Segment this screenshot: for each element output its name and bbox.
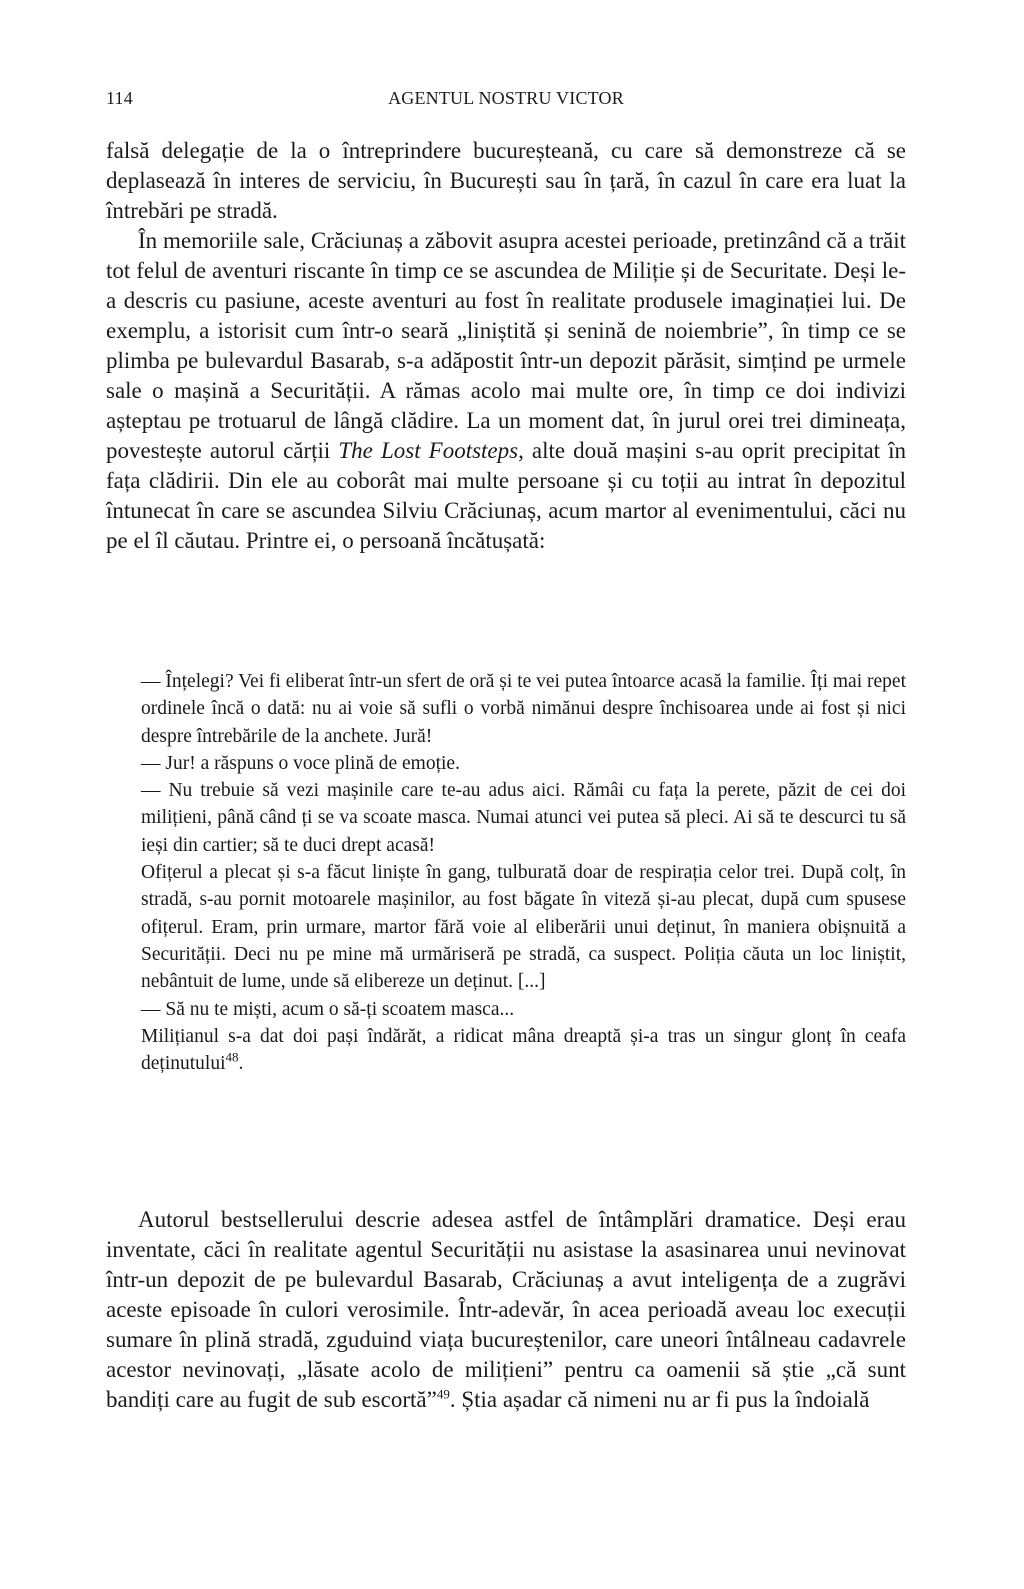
running-header	[106, 88, 906, 112]
paragraph-bestseller-text: Autorul bestsellerului descrie adesea astfel de întâmplări dramatice. Deși erau inventate, căci în realitate agentul Securității nu asistase la asasinarea unui nevinovat într-un depozit de pe bulevardul Basarab, Crăciunaș a avut inteligența de a zugrăvi aceste episoade în culori verosimile. Într-adevăr, în acea perioadă aveau loc execuții sumare în plină stradă, zguduind viața bucureștenilor, care uneori întâlneau cadavrele acestor nevinovați, „lăsate acolo de milițieni” pentru ca oamenii să știe „că sunt bandiți care au fugit de sub escortă”	[106, 1207, 906, 1412]
paragraph-memoirs-text: În memoriile sale, Crăciunaș a zăbovit asupra acestei perioade, pretinzând că a trăit tot felul de aventuri riscante în timp ce se ascundea de Miliție și de Securitate. Deși le-a descris cu pasiune, aceste aventuri au fost în realitate produsele imaginației lui. De exemplu, a istorisit cum într-o seară „liniștită și senină de noiembrie”, în timp ce se plimba pe bulevardul Basarab, s-a adăpostit într-un depozit părăsit, simțind pe urmele sale o mașină a Securității. A rămas acolo mai multe ore, în timp ce doi indivizi așteptau pe trotuarul de lângă clădire. La un moment dat, în jurul orei trei dimineața, povestește autorul cărții	[106, 228, 906, 463]
quote-line: — Nu trebuie să vezi mașinile care te-au adus aici. Rămâi cu fața la perete, păzit de cei doi milițieni, până când ți se va scoate masca. Numai atunci vei putea să pleci. Ai să te descurci tu să ieși din cartier; să te duci drept acasă!	[141, 780, 906, 856]
footnote-ref-49[interactable]: 49	[436, 1386, 450, 1402]
block-quote	[141, 668, 906, 1077]
quote-last-period: .	[238, 1053, 244, 1075]
paragraph-memoirs	[106, 226, 906, 556]
quote-last-line	[141, 1023, 906, 1078]
paragraph-bestseller	[106, 1205, 906, 1415]
footnote-ref-48[interactable]: 48	[225, 1049, 239, 1065]
book-title-italic: The Lost Footsteps	[338, 438, 519, 463]
quote-line: Ofițerul a plecat și s-a făcut liniște în gang, tulburată doar de respirația celor trei. După colț, în stradă, s-au pornit motoarele mașinilor, au fost băgate în viteză și-au plecat, după cum spusese ofițerul. Eram, prin urmare, martor fără voie al eliberării unui deținut, în maniera obișnuită a Securității. Deci nu pe mine mă urmăriseră pe stradă, ca suspect. Poliția căuta un loc liniștit, nebântuit de lume, unde să elibereze un deținut. [...]	[141, 862, 906, 993]
quote-line: — Înțelegi? Vei fi eliberat într-un sfert de oră și te vei putea întoarce acasă la familie. Îți mai repet ordinele încă o dată: nu ai voie să sufli o vorbă nimănui despre închisoarea unde ai fost și nici despre întrebările de la anchete. Jură!	[141, 671, 906, 747]
closing-text-block	[106, 1205, 906, 1415]
paragraph-continued: falsă delegație de la o întreprindere bucureșteană, cu care să demonstreze că se deplasează în interes de serviciu, în București sau în țară, în cazul în care era luat la întrebări pe stradă.	[106, 138, 906, 223]
quote-line: — Jur! a răspuns o voce plină de emoție.	[141, 752, 460, 774]
page-number: 114	[106, 88, 133, 108]
running-title: AGENTUL NOSTRU VICTOR	[388, 88, 624, 108]
paragraph-memoirs-text-end: , alte două mașini s-au oprit precipitat în fața clădirii. Din ele au coborât mai multe persoane și cu toții au intrat în depozitul întunecat în care se ascundea Silviu Crăciunaș, acum martor al evenimentului, căci nu pe el îl căutau. Printre ei, o persoană încătușată:	[106, 438, 907, 553]
opening-text-block	[106, 136, 906, 556]
quote-line: — Să nu te miști, acum o să-ți scoatem masca...	[141, 998, 515, 1020]
paragraph-bestseller-text-end: . Știa așadar că nimeni nu ar fi pus la îndoială	[449, 1387, 870, 1412]
quote-last-text: Milițianul s-a dat doi pași îndărăt, a ridicat mâna dreaptă și-a tras un singur glonț în ceafa deținutului	[141, 1025, 906, 1075]
